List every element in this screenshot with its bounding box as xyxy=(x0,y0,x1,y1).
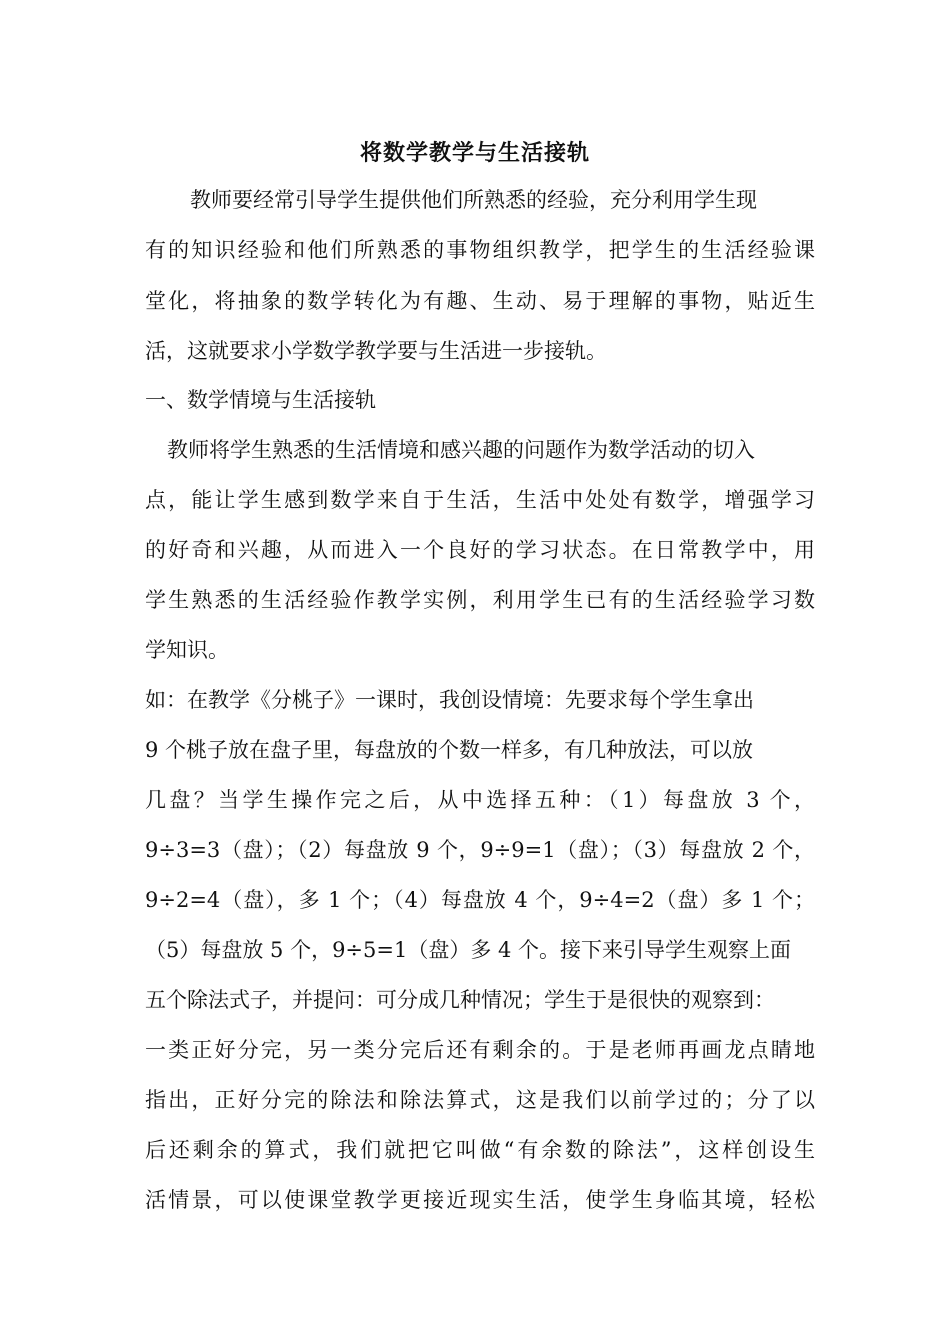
paragraph-line: 如：在教学《分桃子》一课时，我创设情境：先要求每个学生拿出 xyxy=(145,688,754,712)
paragraph-line: 一类正好分完，另一类分完后还有剩余的。于是老师再画龙点睛地 xyxy=(145,1038,815,1062)
document-title: 将数学教学与生活接轨 xyxy=(359,140,590,166)
paragraph-line: 几盘？当学生操作完之后，从中选择五种：（1）每盘放 3 个， xyxy=(145,788,815,812)
paragraph-line: （5）每盘放 5 个，9÷5=1（盘）多 4 个。接下来引导学生观察上面 xyxy=(145,938,792,962)
paragraph-line: 有的知识经验和他们所熟悉的事物组织教学，把学生的生活经验课 xyxy=(145,238,815,262)
paragraph-line: 学生熟悉的生活经验作教学实例，利用学生已有的生活经验学习数 xyxy=(145,588,815,612)
paragraph-line: 9÷3=3（盘）；（2）每盘放 9 个，9÷9=1（盘）；（3）每盘放 2 个， xyxy=(145,838,815,862)
paragraph-line: 堂化，将抽象的数学转化为有趣、生动、易于理解的事物，贴近生 xyxy=(145,289,815,313)
paragraph-line: 活情景，可以使课堂教学更接近现实生活，使学生身临其境，轻松 xyxy=(145,1188,815,1212)
paragraph-line: 活，这就要求小学数学教学要与生活进一步接轨。 xyxy=(145,339,607,363)
section-heading: 一、数学情境与生活接轨 xyxy=(145,388,376,412)
paragraph-line: 学知识。 xyxy=(145,638,229,662)
paragraph-line: 后还剩余的算式，我们就把它叫做“有余数的除法”，这样创设生 xyxy=(145,1138,815,1162)
paragraph-line: 的好奇和兴趣，从而进入一个良好的学习状态。在日常教学中，用 xyxy=(145,538,815,562)
paragraph-line: 指出，正好分完的除法和除法算式，这是我们以前学过的；分了以 xyxy=(145,1088,815,1112)
paragraph-line: 9 个桃子放在盘子里，每盘放的个数一样多，有几种放法，可以放 xyxy=(145,738,754,762)
paragraph-line: 教师要经常引导学生提供他们所熟悉的经验，充分利用学生现 xyxy=(190,188,757,212)
paragraph-line: 五个除法式子，并提问：可分成几种情况；学生于是很快的观察到： xyxy=(145,988,775,1012)
paragraph-line: 教师将学生熟悉的生活情境和感兴趣的问题作为数学活动的切入 xyxy=(167,438,755,462)
paragraph-line: 点，能让学生感到数学来自于生活，生活中处处有数学，增强学习 xyxy=(145,488,815,512)
paragraph-line: 9÷2=4（盘），多 1 个；（4）每盘放 4 个，9÷4=2（盘）多 1 个； xyxy=(145,888,815,912)
